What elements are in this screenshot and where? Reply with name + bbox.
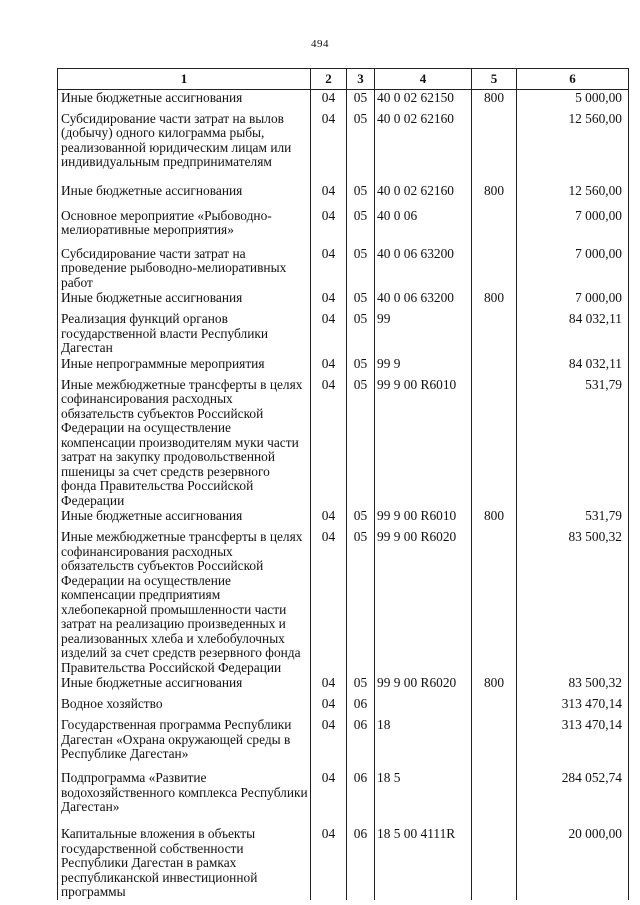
row-name: Субсидирование части затрат на вылов (добычу) одного килограмма рыбы, реализованной юридическим лицам или индивидуальным предпринимателям [58, 111, 311, 183]
row-amount: 20 000,00 [517, 826, 629, 900]
row-subsection: 05 [347, 208, 375, 246]
row-expense-type [472, 208, 517, 246]
row-target-item: 99 9 [375, 356, 472, 377]
row-name: Капитальные вложения в объекты государственной собственности Республики Дагестан в рамках республиканской инвестиционной программы [58, 826, 311, 900]
table-row [58, 356, 629, 377]
row-target-item [375, 696, 472, 717]
table-row [58, 696, 629, 717]
row-amount: 12 560,00 [517, 111, 629, 183]
row-name: Иные бюджетные ассигнования [58, 508, 311, 529]
row-name: Иные межбюджетные трансферты в целях софинансирования расходных обязательств субъектов Российской Федерации на осуществление компенсации производителям муки части затрат на закупку продовольственной пшеницы за счет средств резервного фонда Правительства Российской Федерации [58, 377, 311, 509]
row-section: 04 [311, 377, 347, 509]
row-section: 04 [311, 675, 347, 696]
column-header-amount: 6 [517, 69, 629, 90]
row-amount: 83 500,32 [517, 675, 629, 696]
row-amount: 531,79 [517, 508, 629, 529]
table-row [58, 290, 629, 311]
row-amount: 84 032,11 [517, 311, 629, 356]
row-amount: 313 470,14 [517, 696, 629, 717]
row-section: 04 [311, 111, 347, 183]
column-header-target-item: 4 [375, 69, 472, 90]
row-section: 04 [311, 696, 347, 717]
row-expense-type [472, 696, 517, 717]
row-target-item: 18 5 [375, 770, 472, 826]
table-row [58, 311, 629, 356]
row-section: 04 [311, 529, 347, 675]
row-subsection: 06 [347, 826, 375, 900]
row-section: 04 [311, 826, 347, 900]
row-subsection: 05 [347, 356, 375, 377]
table-row [58, 826, 629, 900]
row-name: Иные бюджетные ассигнования [58, 183, 311, 208]
column-header-name: 1 [58, 69, 311, 90]
row-amount: 7 000,00 [517, 246, 629, 291]
row-subsection: 05 [347, 311, 375, 356]
row-section: 04 [311, 90, 347, 111]
row-expense-type [472, 356, 517, 377]
table-row [58, 208, 629, 246]
table-header-row [58, 69, 629, 90]
row-section: 04 [311, 356, 347, 377]
row-subsection: 05 [347, 377, 375, 509]
row-section: 04 [311, 508, 347, 529]
table-row [58, 529, 629, 675]
row-expense-type [472, 311, 517, 356]
row-target-item: 99 9 00 R6020 [375, 529, 472, 675]
row-name: Государственная программа Республики Дагестан «Охрана окружающей среды в Республике Дагестан» [58, 717, 311, 770]
row-amount: 5 000,00 [517, 90, 629, 111]
row-target-item: 99 9 00 R6010 [375, 508, 472, 529]
row-name: Иные бюджетные ассигнования [58, 90, 311, 111]
row-name: Водное хозяйство [58, 696, 311, 717]
table-row [58, 377, 629, 509]
row-subsection: 05 [347, 111, 375, 183]
row-expense-type [472, 246, 517, 291]
row-name: Иные межбюджетные трансферты в целях софинансирования расходных обязательств субъектов Российской Федерации на осуществление компенсации предприятиям хлебопекарной промышленности части затрат на реализацию произведенных и реализованных хлеба и хлебобулочных изделий за счет средств резервного фонда Правительства Российской Федерации [58, 529, 311, 675]
row-name: Реализация функций органов государственной власти Республики Дагестан [58, 311, 311, 356]
row-name: Иные бюджетные ассигнования [58, 675, 311, 696]
row-target-item: 40 0 06 [375, 208, 472, 246]
column-header-expense-type: 5 [472, 69, 517, 90]
table-row [58, 717, 629, 770]
table-row [58, 770, 629, 826]
row-section: 04 [311, 770, 347, 826]
row-subsection: 06 [347, 717, 375, 770]
row-subsection: 06 [347, 696, 375, 717]
row-expense-type: 800 [472, 290, 517, 311]
row-amount: 84 032,11 [517, 356, 629, 377]
row-target-item: 99 [375, 311, 472, 356]
budget-table [57, 68, 629, 900]
row-section: 04 [311, 183, 347, 208]
row-expense-type [472, 377, 517, 509]
row-name: Субсидирование части затрат на проведение рыбоводно-мелиоративных работ [58, 246, 311, 291]
row-expense-type: 800 [472, 183, 517, 208]
row-subsection: 05 [347, 675, 375, 696]
row-target-item: 40 0 06 63200 [375, 246, 472, 291]
row-subsection: 06 [347, 770, 375, 826]
row-expense-type [472, 111, 517, 183]
column-header-section: 2 [311, 69, 347, 90]
row-subsection: 05 [347, 183, 375, 208]
row-expense-type [472, 770, 517, 826]
row-target-item: 40 0 06 63200 [375, 290, 472, 311]
table-row [58, 246, 629, 291]
row-target-item: 18 [375, 717, 472, 770]
row-target-item: 99 9 00 R6010 [375, 377, 472, 509]
row-subsection: 05 [347, 508, 375, 529]
row-target-item: 99 9 00 R6020 [375, 675, 472, 696]
table-row [58, 111, 629, 183]
row-target-item: 40 0 02 62160 [375, 183, 472, 208]
row-expense-type: 800 [472, 508, 517, 529]
row-target-item: 40 0 02 62150 [375, 90, 472, 111]
row-name: Подпрограмма «Развитие водохозяйственного комплекса Республики Дагестан» [58, 770, 311, 826]
row-amount: 284 052,74 [517, 770, 629, 826]
row-amount: 7 000,00 [517, 208, 629, 246]
row-expense-type [472, 529, 517, 675]
row-amount: 531,79 [517, 377, 629, 509]
row-name: Иные бюджетные ассигнования [58, 290, 311, 311]
table-row [58, 183, 629, 208]
row-subsection: 05 [347, 90, 375, 111]
row-expense-type: 800 [472, 90, 517, 111]
row-target-item: 40 0 02 62160 [375, 111, 472, 183]
table-row [58, 675, 629, 696]
table-row [58, 90, 629, 111]
row-expense-type [472, 717, 517, 770]
row-expense-type [472, 826, 517, 900]
row-amount: 313 470,14 [517, 717, 629, 770]
row-amount: 12 560,00 [517, 183, 629, 208]
row-subsection: 05 [347, 246, 375, 291]
row-subsection: 05 [347, 529, 375, 675]
row-section: 04 [311, 717, 347, 770]
row-amount: 7 000,00 [517, 290, 629, 311]
row-target-item: 18 5 00 4111R [375, 826, 472, 900]
row-name: Основное мероприятие «Рыбоводно-мелиоративные мероприятия» [58, 208, 311, 246]
row-section: 04 [311, 290, 347, 311]
row-subsection: 05 [347, 290, 375, 311]
row-section: 04 [311, 311, 347, 356]
row-section: 04 [311, 246, 347, 291]
page-number: 494 [311, 38, 329, 50]
row-expense-type: 800 [472, 675, 517, 696]
column-header-subsection: 3 [347, 69, 375, 90]
row-section: 04 [311, 208, 347, 246]
table-row [58, 508, 629, 529]
row-amount: 83 500,32 [517, 529, 629, 675]
row-name: Иные непрограммные мероприятия [58, 356, 311, 377]
